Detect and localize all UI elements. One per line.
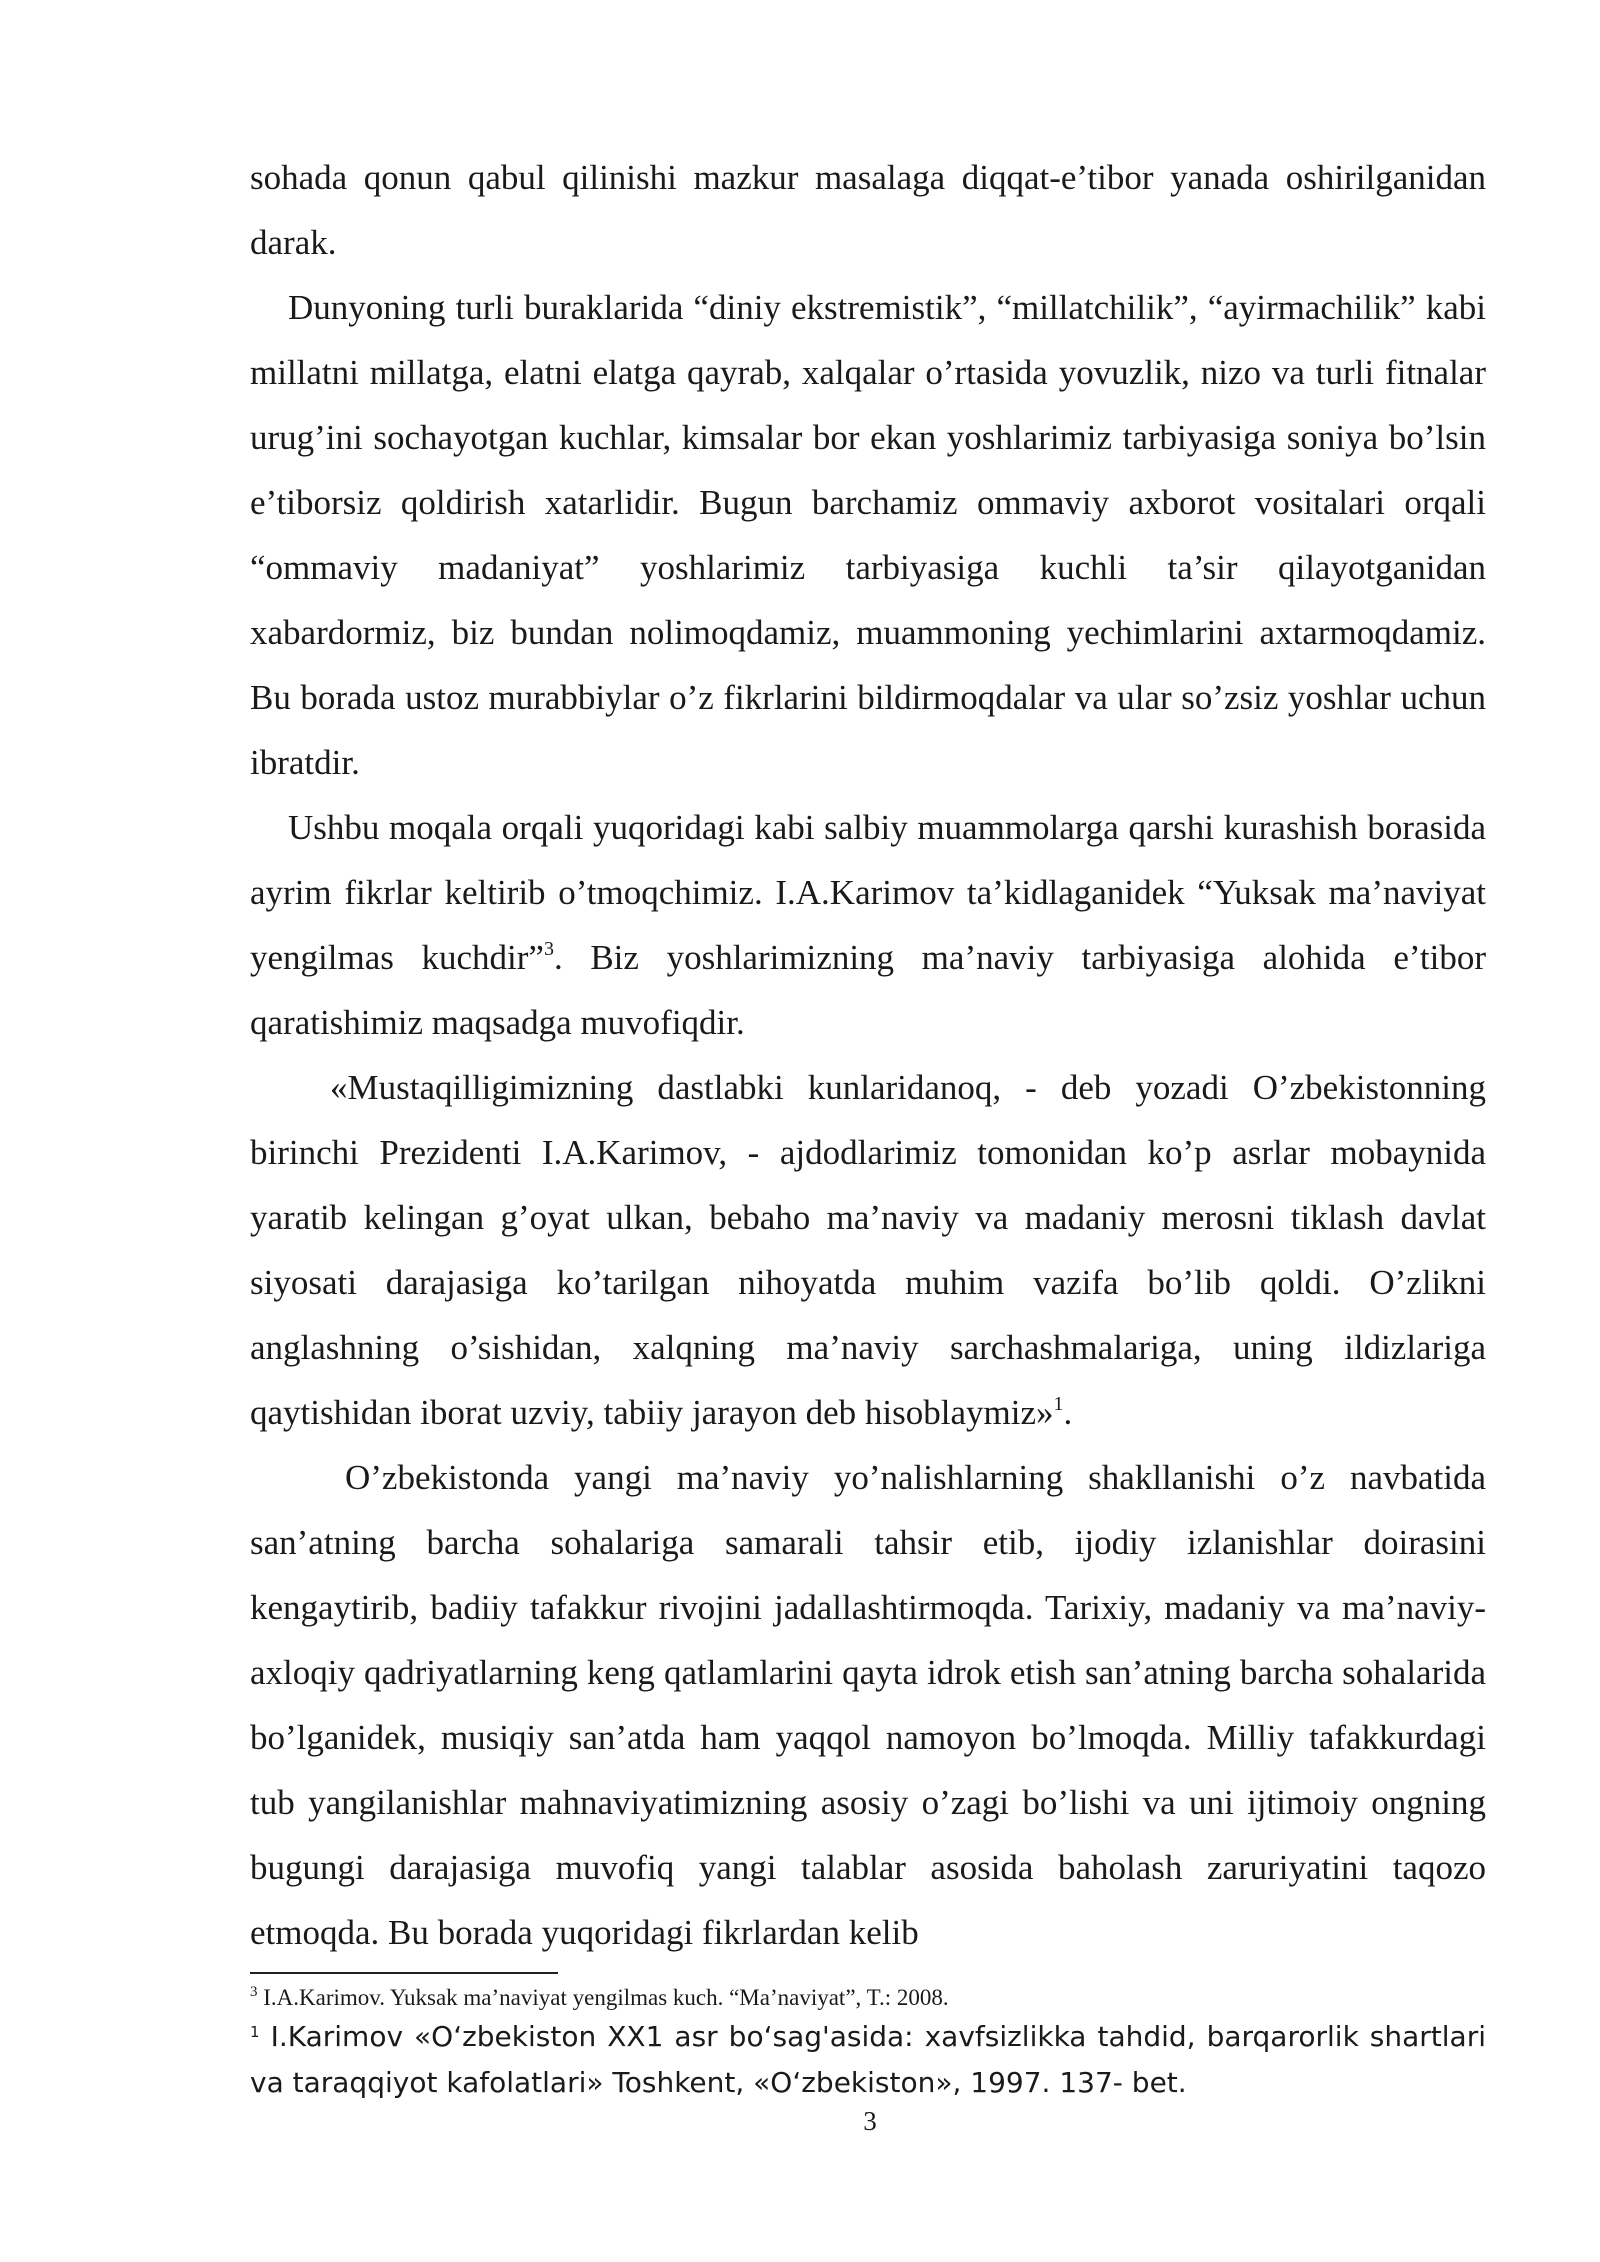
paragraph: Dunyoning turli buraklarida “diniy ekstremistik”, “millatchilik”, “ayirmachilik” kabi millatni millatga, elatni elatga qayrab, xalqalar o’rtasida yovuzlik, nizo va turli fitnalar urug’ini sochayotgan kuchlar, kimsalar bor ekan yoshlarimiz tarbiyasiga soniya bo’lsin e’tiborsiz qoldirish xatarlidir. Bugun barchamiz ommaviy axborot vositalari orqali “ommaviy madaniyat” yoshlarimiz tarbiyasiga kuchli ta’sir qilayotganidan xabardormiz, biz bundan nolimoqdamiz, muammoning yechimlarini axtarmoqdamiz. Bu borada ustoz murabbiylar o’z fikrlarini bildirmoqdalar va ular so’zsiz yoshlar uchun ibratdir. (250, 288, 1486, 782)
footnote-text: I.Karimov «O‘zbekiston XX1 asr bo‘sag'asida: xavfsizlikka tahdid, barqarorlik shartlari va taraqqiyot kafolatlari» Toshkent, «O‘zbekiston», 1997. 137- bet. (250, 2020, 1486, 2099)
footnote-reference: 3 (543, 938, 554, 960)
page-number: 3 (863, 2106, 877, 2136)
paragraph: sohada qonun qabul qilinishi mazkur masalaga diqqat-e’tibor yanada oshirilganidan darak. (250, 158, 1486, 262)
paragraph: O’zbekistonda yangi ma’naviy yo’nalishlarning shakllanishi o’z navbatida san’atning barcha sohalariga samarali tahsir etib, ijodiy izlanishlar doirasini kengaytirib, badiiy tafakkur rivojini jadallashtirmoqda. Tarixiy, madaniy va ma’naviy-axloqiy qadriyatlarning keng qatlamlarini qayta idrok etish san’atning barcha sohalarida bo’lganidek, musiqiy san’atda ham yaqqol namoyon bo’lmoqda. Milliy tafakkurdagi tub yangilanishlar mahnaviyatimizning asosiy o’zagi bo’lishi va uni ijtimoiy ongning bugungi darajasiga muvofiq yangi talablar asosida baholash zaruriyatini taqozo etmoqda. Bu borada yuqoridagi fikrlardan kelib (250, 1458, 1486, 1952)
paragraph-text: Ushbu moqala orqali yuqoridagi kabi salbiy muammolarga qarshi kurashish borasida ayrim fikrlar keltirib o’tmoqchimiz. I.A.Karimov ta’kidlaganidek “Yuksak ma’naviyat yengilmas kuchdir” (250, 808, 1486, 977)
body-text (250, 145, 1486, 1965)
paragraph-text: «Mustaqilligimizning dastlabki kunlaridanoq, - deb yozadi O’zbekistonning birinchi Prezidenti I.A.Karimov, - ajdodlarimiz tomonidan ko’p asrlar mobaynida yaratib kelingan g’oyat ulkan, bebaho ma’naviy va madaniy merosni tiklash davlat siyosati darajasiga ko’tarilgan nihoyatda muhim vazifa bo’lib qoldi. O’zlikni anglashning o’sishidan, xalqning ma’naviy sarchashmalariga, uning ildizlariga qaytishidan iborat uzviy, tabiiy jarayon deb hisoblaymiz» (250, 1068, 1486, 1432)
footnote-mark: 1 (250, 2023, 260, 2041)
footnote (250, 1982, 1486, 2014)
footnote (250, 2014, 1486, 2106)
footnote-separator (250, 1972, 558, 1974)
footnote-reference: 1 (1053, 1393, 1064, 1415)
paragraph-text: . (1063, 1393, 1073, 1432)
footnote-mark: 3 (250, 1984, 258, 2000)
footnote-text: I.A.Karimov. Yuksak ma’naviyat yengilmas kuch. “Ma’naviyat”, T.: 2008. (263, 1985, 949, 2010)
paragraph (250, 795, 1486, 1055)
paragraph-text: . Biz yoshlarimizning ma’naviy tarbiyasiga alohida e’tibor qaratishimiz maqsadga muvofiqdir. (250, 938, 1486, 1042)
quote-paragraph (250, 1055, 1486, 1445)
